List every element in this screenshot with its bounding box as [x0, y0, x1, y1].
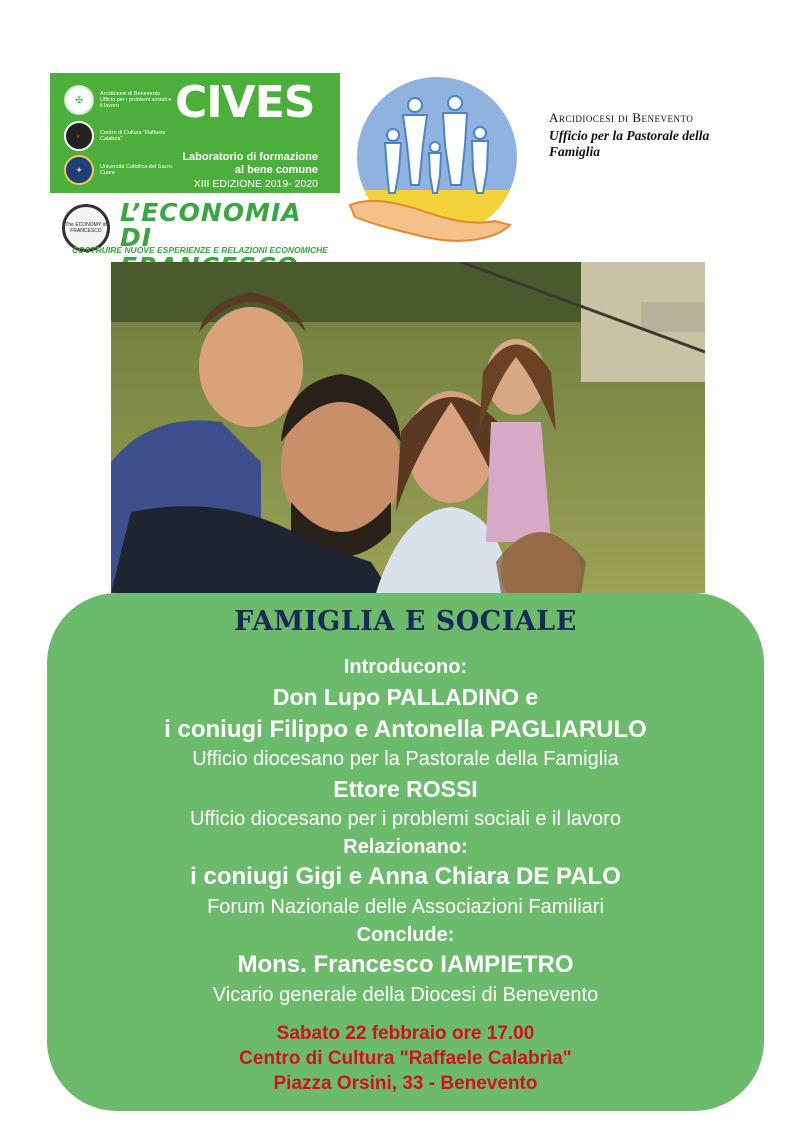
conclusion-heading: Conclude: [356, 924, 455, 946]
family-photo [111, 262, 705, 593]
university-seal-icon: ✦ [64, 155, 94, 185]
organizer-name: Arcidiocesi di Benevento [549, 110, 694, 125]
economia-tagline: COSTRUIRE NUOVE ESPERIENZE E RELAZIONI ECONOMICHE [72, 245, 328, 255]
cives-logo [175, 77, 314, 128]
office-problemi-sociali: Ufficio diocesano per i problemi sociali e il lavoro [190, 808, 621, 830]
organizer-office-line-2: Famiglia [549, 144, 601, 159]
organizer-office-line-1: Ufficio per la Pastorale della [549, 128, 710, 143]
cives-subtitle [182, 151, 318, 177]
speaker-pagliarulo: i coniugi Filippo e Antonella PAGLIARULO [164, 716, 647, 743]
cives-header-block [50, 73, 340, 193]
organizer-block [549, 110, 779, 160]
cives-logo-text: CIVES [175, 77, 315, 128]
cultural-center-logo-icon: ◐ [64, 121, 94, 151]
speaker-palladino: Don Lupo PALLADINO e [272, 684, 539, 710]
cives-subtitle-line-1: Laboratorio di formazione [182, 151, 318, 163]
archdiocese-seal-icon: ✠ [64, 85, 94, 115]
relators-heading: Relazionano: [343, 836, 468, 858]
sponsor-university [64, 155, 174, 185]
speaker-rossi: Ettore ROSSI [333, 776, 478, 802]
economia-title-line-2: DI [120, 223, 153, 252]
cives-subtitle-line-2: al bene comune [234, 164, 318, 176]
family-pastoral-logo [345, 75, 530, 260]
economia-title-line-1: L’ECONOMIA [120, 198, 302, 227]
forum-associazioni: Forum Nazionale delle Associazioni Familiari [207, 896, 604, 918]
economy-of-francesco-badge-icon: The ECONOMY of FRANCESCO [62, 204, 110, 252]
economia-di-francesco-block [50, 196, 340, 258]
event-title: FAMIGLIA E SOCIALE [234, 606, 577, 637]
speaker-de-palo: i coniugi Gigi e Anna Chiara DE PALO [190, 863, 621, 890]
sponsor-text: Università Cattolica del Sacro Cuore [100, 164, 173, 176]
sponsor-text: Centro di Cultura "Raffaele Calabria" [100, 130, 166, 142]
sponsor-archdiocese [64, 85, 174, 115]
event-venue: Centro di Cultura "Raffaele Calabrìa" [239, 1048, 572, 1069]
speaker-iampietro: Mons. Francesco IAMPIETRO [237, 951, 574, 978]
intro-heading: Introducono: [343, 656, 468, 678]
office-pastorale-famiglia: Ufficio diocesano per la Pastorale della Famiglia [192, 748, 619, 770]
sponsor-cultural-center [64, 121, 174, 151]
event-date: Sabato 22 febbraio ore 17.00 [276, 1023, 535, 1044]
sponsor-text: Arcidiocesi di Benevento Ufficio per i problemi sociali e il lavoro [100, 91, 172, 109]
cives-edition: XIII EDIZIONE 2019- 2020 [193, 178, 318, 190]
event-address: Piazza Orsini, 33 - Benevento [273, 1073, 538, 1094]
vicario-generale: Vicario generale della Diocesi di Benevento [212, 984, 599, 1006]
